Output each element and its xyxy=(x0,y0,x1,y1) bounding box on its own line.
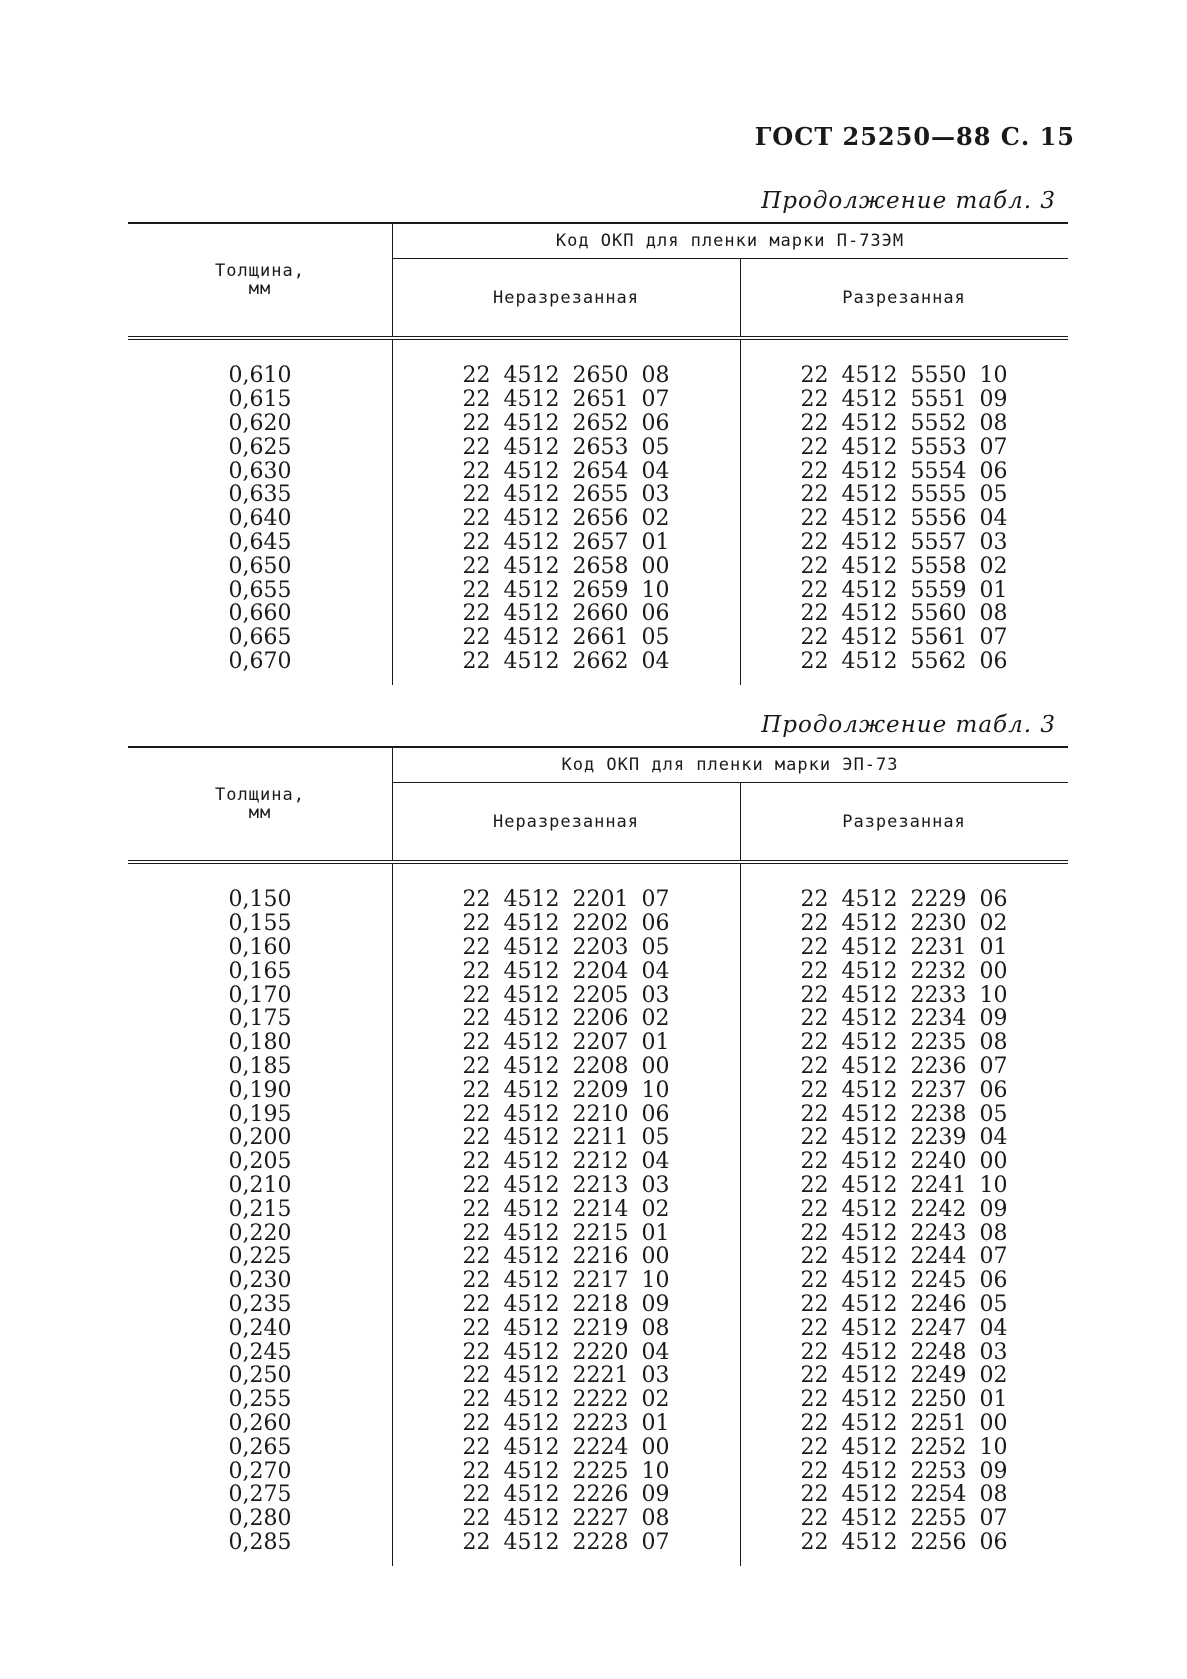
thickness-label: Толщина, xyxy=(215,261,305,281)
cut-code-cell: 22 4512 2229 06 xyxy=(800,887,1008,913)
cut-code-cell: 22 4512 2234 09 xyxy=(800,1006,1008,1032)
cut-code-cell: 22 4512 5550 10 xyxy=(800,363,1008,389)
thickness-cell: 0,190 xyxy=(228,1077,292,1103)
thickness-cell: 0,615 xyxy=(228,387,292,413)
cut-code-cell: 22 4512 2233 10 xyxy=(800,982,1008,1008)
cut-code-cell: 22 4512 5553 07 xyxy=(800,434,1008,460)
table-row xyxy=(128,435,1068,459)
cut-code-cell: 22 4512 5558 02 xyxy=(800,553,1008,579)
thickness-cell: 0,240 xyxy=(228,1315,292,1341)
cut-code-cell: 22 4512 2253 09 xyxy=(800,1458,1008,1484)
uncut-code-cell: 22 4512 2655 03 xyxy=(462,482,670,508)
thickness-cell: 0,205 xyxy=(228,1149,292,1175)
cut-code-cell: 22 4512 2245 06 xyxy=(800,1268,1008,1294)
uncut-code-cell: 22 4512 2207 01 xyxy=(462,1030,670,1056)
uncut-code-cell: 22 4512 2651 07 xyxy=(462,387,670,413)
thickness-cell: 0,270 xyxy=(228,1458,292,1484)
table-p73em xyxy=(128,188,1068,685)
thickness-label: Толщина, xyxy=(215,785,305,805)
thickness-cell: 0,620 xyxy=(228,411,292,436)
cut-column-header: Разрезанная xyxy=(842,811,966,832)
thickness-cell: 0,640 xyxy=(228,506,292,532)
uncut-code-cell: 22 4512 2201 07 xyxy=(462,887,670,913)
thickness-column-header xyxy=(128,748,392,860)
thickness-cell: 0,670 xyxy=(228,648,292,674)
table-row xyxy=(128,578,1068,602)
thickness-cell: 0,180 xyxy=(228,1030,292,1056)
table-row xyxy=(128,959,1068,983)
column-divider xyxy=(740,864,741,1566)
cut-code-cell: 22 4512 5560 08 xyxy=(800,601,1008,627)
uncut-code-cell: 22 4512 2210 06 xyxy=(462,1101,670,1127)
cut-code-cell: 22 4512 2243 08 xyxy=(800,1220,1008,1246)
uncut-code-cell: 22 4512 2654 04 xyxy=(462,458,670,484)
thickness-cell: 0,195 xyxy=(228,1101,292,1127)
thickness-cell: 0,185 xyxy=(228,1053,292,1079)
thickness-cell: 0,660 xyxy=(228,601,292,627)
thickness-cell: 0,160 xyxy=(228,935,292,960)
cut-code-cell: 22 4512 2250 01 xyxy=(800,1387,1008,1413)
cut-code-cell: 22 4512 5562 06 xyxy=(800,648,1008,674)
uncut-code-cell: 22 4512 2208 00 xyxy=(462,1053,670,1079)
cut-code-cell: 22 4512 2254 08 xyxy=(800,1482,1008,1508)
cut-code-cell: 22 4512 2237 06 xyxy=(800,1077,1008,1103)
thickness-cell: 0,175 xyxy=(228,1006,292,1032)
table-row xyxy=(128,1388,1068,1412)
table-ep73 xyxy=(128,712,1068,1566)
table-row xyxy=(128,1483,1068,1507)
column-divider xyxy=(392,864,393,1566)
uncut-code-cell: 22 4512 2203 05 xyxy=(462,935,670,960)
uncut-code-cell: 22 4512 2661 05 xyxy=(462,625,670,651)
uncut-code-cell: 22 4512 2211 05 xyxy=(462,1125,670,1151)
cut-code-cell: 22 4512 2244 07 xyxy=(800,1244,1008,1270)
table-row xyxy=(128,1507,1068,1531)
uncut-code-cell: 22 4512 2660 06 xyxy=(462,601,670,627)
thickness-cell: 0,645 xyxy=(228,529,292,555)
thickness-cell: 0,655 xyxy=(228,577,292,603)
table-row xyxy=(128,1126,1068,1150)
uncut-code-cell: 22 4512 2657 01 xyxy=(462,529,670,555)
table-row xyxy=(128,507,1068,531)
uncut-code-cell: 22 4512 2224 00 xyxy=(462,1434,670,1460)
thickness-cell: 0,635 xyxy=(228,482,292,508)
table-header xyxy=(128,746,1068,864)
cut-code-cell: 22 4512 2247 04 xyxy=(800,1315,1008,1341)
uncut-code-cell: 22 4512 2212 04 xyxy=(462,1149,670,1175)
cut-code-cell: 22 4512 2255 07 xyxy=(800,1506,1008,1532)
uncut-code-cell: 22 4512 2226 09 xyxy=(462,1482,670,1508)
thickness-cell: 0,255 xyxy=(228,1387,292,1413)
uncut-code-cell: 22 4512 2223 01 xyxy=(462,1410,670,1436)
thickness-cell: 0,170 xyxy=(228,982,292,1008)
thickness-cell: 0,220 xyxy=(228,1220,292,1246)
thickness-cell: 0,280 xyxy=(228,1506,292,1532)
table-row xyxy=(128,626,1068,650)
table-row xyxy=(128,1102,1068,1126)
uncut-code-cell: 22 4512 2222 02 xyxy=(462,1387,670,1413)
table-row xyxy=(128,1412,1068,1436)
table-row xyxy=(128,983,1068,1007)
thickness-cell: 0,215 xyxy=(228,1196,292,1222)
table-row xyxy=(128,888,1068,912)
table-continuation-caption: Продолжение табл. 3 xyxy=(761,188,1056,214)
cut-code-cell: 22 4512 2236 07 xyxy=(800,1053,1008,1079)
cut-code-cell: 22 4512 2241 10 xyxy=(800,1172,1008,1198)
table-body xyxy=(128,340,1068,685)
table-row xyxy=(128,1031,1068,1055)
uncut-column-header: Неразрезанная xyxy=(492,287,640,308)
uncut-code-cell: 22 4512 2204 04 xyxy=(462,958,670,984)
uncut-code-cell: 22 4512 2652 06 xyxy=(462,411,670,436)
thickness-cell: 0,275 xyxy=(228,1482,292,1508)
thickness-cell: 0,150 xyxy=(228,887,292,913)
uncut-column-header: Неразрезанная xyxy=(492,811,640,832)
table-row xyxy=(128,1197,1068,1221)
thickness-cell: 0,200 xyxy=(228,1125,292,1151)
table-row xyxy=(128,1221,1068,1245)
page-header: ГОСТ 25250—88 С. 15 xyxy=(754,122,1075,151)
thickness-cell: 0,230 xyxy=(228,1268,292,1294)
cut-code-cell: 22 4512 2230 02 xyxy=(800,911,1008,937)
thickness-cell: 0,650 xyxy=(228,553,292,579)
thickness-cell: 0,245 xyxy=(228,1339,292,1365)
thickness-cell: 0,155 xyxy=(228,911,292,937)
uncut-code-cell: 22 4512 2209 10 xyxy=(462,1077,670,1103)
cut-code-cell: 22 4512 2252 10 xyxy=(800,1434,1008,1460)
cut-code-cell: 22 4512 2238 05 xyxy=(800,1101,1008,1127)
cut-code-cell: 22 4512 5555 05 xyxy=(800,482,1008,508)
uncut-code-cell: 22 4512 2217 10 xyxy=(462,1268,670,1294)
cut-code-cell: 22 4512 2249 02 xyxy=(800,1363,1008,1389)
table-header xyxy=(128,222,1068,340)
table-body xyxy=(128,864,1068,1566)
uncut-code-cell: 22 4512 2650 08 xyxy=(462,363,670,389)
thickness-cell: 0,250 xyxy=(228,1363,292,1389)
uncut-code-cell: 22 4512 2228 07 xyxy=(462,1529,670,1555)
cut-code-cell: 22 4512 5552 08 xyxy=(800,411,1008,436)
uncut-code-cell: 22 4512 2659 10 xyxy=(462,577,670,603)
uncut-code-cell: 22 4512 2216 00 xyxy=(462,1244,670,1270)
uncut-code-cell: 22 4512 2213 03 xyxy=(462,1172,670,1198)
uncut-code-cell: 22 4512 2662 04 xyxy=(462,648,670,674)
cut-column-header: Разрезанная xyxy=(842,287,966,308)
cut-code-cell: 22 4512 2256 06 xyxy=(800,1529,1008,1555)
thickness-column-header xyxy=(128,224,392,336)
thickness-cell: 0,610 xyxy=(228,363,292,389)
table-row xyxy=(128,388,1068,412)
table-row xyxy=(128,531,1068,555)
table-row xyxy=(128,912,1068,936)
uncut-code-cell: 22 4512 2206 02 xyxy=(462,1006,670,1032)
thickness-cell: 0,285 xyxy=(228,1529,292,1555)
thickness-cell: 0,665 xyxy=(228,625,292,651)
table-row xyxy=(128,1174,1068,1198)
uncut-code-cell: 22 4512 2214 02 xyxy=(462,1196,670,1222)
uncut-code-cell: 22 4512 2205 03 xyxy=(462,982,670,1008)
uncut-code-cell: 22 4512 2219 08 xyxy=(462,1315,670,1341)
table-row xyxy=(128,1150,1068,1174)
table-row xyxy=(128,650,1068,674)
cut-code-cell: 22 4512 2242 09 xyxy=(800,1196,1008,1222)
uncut-code-cell: 22 4512 2658 00 xyxy=(462,553,670,579)
uncut-code-cell: 22 4512 2225 10 xyxy=(462,1458,670,1484)
thickness-cell: 0,225 xyxy=(228,1244,292,1270)
cut-code-cell: 22 4512 2231 01 xyxy=(800,935,1008,960)
thickness-unit: мм xyxy=(248,803,272,823)
table-continuation-caption: Продолжение табл. 3 xyxy=(761,712,1056,738)
thickness-cell: 0,265 xyxy=(228,1434,292,1460)
table-row xyxy=(128,1078,1068,1102)
cut-code-cell: 22 4512 2239 04 xyxy=(800,1125,1008,1151)
uncut-code-cell: 22 4512 2221 03 xyxy=(462,1363,670,1389)
thickness-cell: 0,235 xyxy=(228,1291,292,1317)
table-row xyxy=(128,1531,1068,1555)
thickness-cell: 0,625 xyxy=(228,434,292,460)
cut-code-cell: 22 4512 5557 03 xyxy=(800,529,1008,555)
table-row xyxy=(128,1435,1068,1459)
table-row xyxy=(128,1269,1068,1293)
thickness-cell: 0,165 xyxy=(228,958,292,984)
table-row xyxy=(128,459,1068,483)
thickness-unit: мм xyxy=(248,279,272,299)
cut-code-cell: 22 4512 2235 08 xyxy=(800,1030,1008,1056)
cut-code-cell: 22 4512 5561 07 xyxy=(800,625,1008,651)
table-row xyxy=(128,1007,1068,1031)
cut-code-cell: 22 4512 5554 06 xyxy=(800,458,1008,484)
column-divider xyxy=(392,340,393,685)
cut-code-cell: 22 4512 5556 04 xyxy=(800,506,1008,532)
table-row xyxy=(128,1293,1068,1317)
uncut-code-cell: 22 4512 2656 02 xyxy=(462,506,670,532)
uncut-code-cell: 22 4512 2220 04 xyxy=(462,1339,670,1365)
thickness-cell: 0,260 xyxy=(228,1410,292,1436)
okp-group-header: Код ОКП для пленки марки П-73ЭМ xyxy=(392,224,1068,259)
table-row xyxy=(128,483,1068,507)
thickness-cell: 0,630 xyxy=(228,458,292,484)
table-row xyxy=(128,554,1068,578)
table-row xyxy=(128,936,1068,960)
cut-code-cell: 22 4512 2232 00 xyxy=(800,958,1008,984)
cut-code-cell: 22 4512 2246 05 xyxy=(800,1291,1008,1317)
okp-group-header: Код ОКП для пленки марки ЭП-73 xyxy=(392,748,1068,783)
cut-code-cell: 22 4512 5551 09 xyxy=(800,387,1008,413)
table-row xyxy=(128,1459,1068,1483)
table-row xyxy=(128,364,1068,388)
uncut-code-cell: 22 4512 2653 05 xyxy=(462,434,670,460)
cut-code-cell: 22 4512 2251 00 xyxy=(800,1410,1008,1436)
uncut-code-cell: 22 4512 2218 09 xyxy=(462,1291,670,1317)
uncut-code-cell: 22 4512 2215 01 xyxy=(462,1220,670,1246)
table-row xyxy=(128,1340,1068,1364)
table-row xyxy=(128,1316,1068,1340)
cut-code-cell: 22 4512 2248 03 xyxy=(800,1339,1008,1365)
table-row xyxy=(128,602,1068,626)
column-divider xyxy=(740,340,741,685)
uncut-code-cell: 22 4512 2227 08 xyxy=(462,1506,670,1532)
table-row xyxy=(128,1364,1068,1388)
thickness-cell: 0,210 xyxy=(228,1172,292,1198)
table-row xyxy=(128,1245,1068,1269)
cut-code-cell: 22 4512 2240 00 xyxy=(800,1149,1008,1175)
table-row xyxy=(128,1055,1068,1079)
table-row xyxy=(128,412,1068,436)
uncut-code-cell: 22 4512 2202 06 xyxy=(462,911,670,937)
cut-code-cell: 22 4512 5559 01 xyxy=(800,577,1008,603)
